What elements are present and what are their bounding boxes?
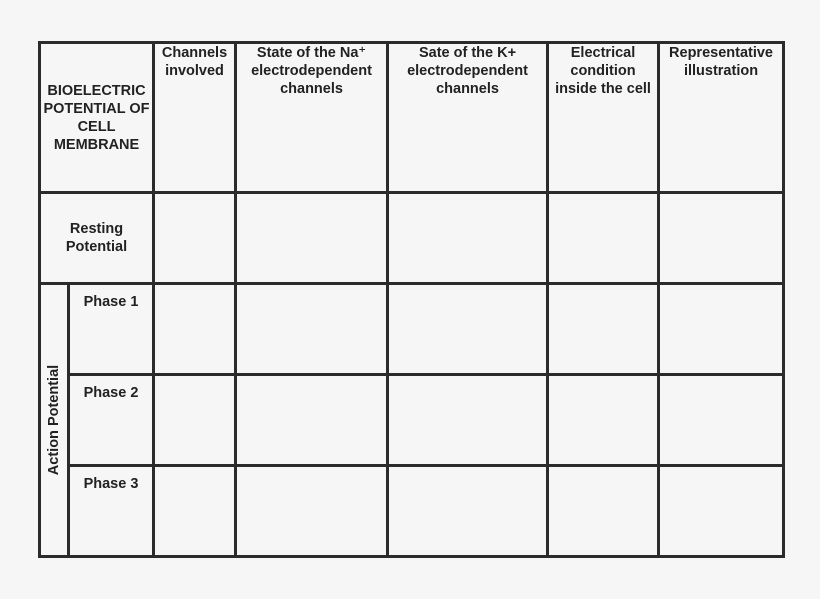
resting-na-cell[interactable]: [236, 193, 388, 284]
resting-channels-cell[interactable]: [154, 193, 236, 284]
header-representative-illustration: Representative illustration: [659, 43, 784, 193]
phase-3-channels-cell[interactable]: [154, 466, 236, 557]
phase-1-electrical-cell[interactable]: [548, 284, 659, 375]
phase-1-channels-cell[interactable]: [154, 284, 236, 375]
phase-2-k-cell[interactable]: [388, 375, 548, 466]
phase-3-k-cell[interactable]: [388, 466, 548, 557]
action-potential-label: Action Potential: [46, 364, 62, 476]
phase-1-k-cell[interactable]: [388, 284, 548, 375]
phase-1-row: [40, 284, 784, 375]
phase-3-row: [40, 466, 784, 557]
header-row: [40, 43, 784, 193]
corner-header: BIOELECTRIC POTENTIAL OF CELL MEMBRANE: [40, 43, 154, 193]
phase-2-row: [40, 375, 784, 466]
resting-electrical-cell[interactable]: [548, 193, 659, 284]
phase-1-label: Phase 1: [69, 284, 154, 375]
phase-3-na-cell[interactable]: [236, 466, 388, 557]
phase-1-na-cell[interactable]: [236, 284, 388, 375]
phase-2-channels-cell[interactable]: [154, 375, 236, 466]
header-electrical-condition: Electrical condition inside the cell: [548, 43, 659, 193]
resting-k-cell[interactable]: [388, 193, 548, 284]
resting-potential-row: [40, 193, 784, 284]
phase-2-illustration-cell[interactable]: [659, 375, 784, 466]
phase-3-electrical-cell[interactable]: [548, 466, 659, 557]
phase-3-label: Phase 3: [69, 466, 154, 557]
bioelectric-potential-table: [38, 41, 785, 558]
header-na-channels: State of the Na⁺ electrodependent channels: [236, 43, 388, 193]
phase-3-illustration-cell[interactable]: [659, 466, 784, 557]
resting-illustration-cell[interactable]: [659, 193, 784, 284]
phase-1-illustration-cell[interactable]: [659, 284, 784, 375]
header-channels-involved: Channels involved: [154, 43, 236, 193]
action-potential-cell: [40, 284, 69, 557]
resting-potential-label: Resting Potential: [40, 193, 154, 284]
phase-2-label: Phase 2: [69, 375, 154, 466]
header-k-channels: Sate of the K+ electrodependent channels: [388, 43, 548, 193]
phase-2-na-cell[interactable]: [236, 375, 388, 466]
phase-2-electrical-cell[interactable]: [548, 375, 659, 466]
